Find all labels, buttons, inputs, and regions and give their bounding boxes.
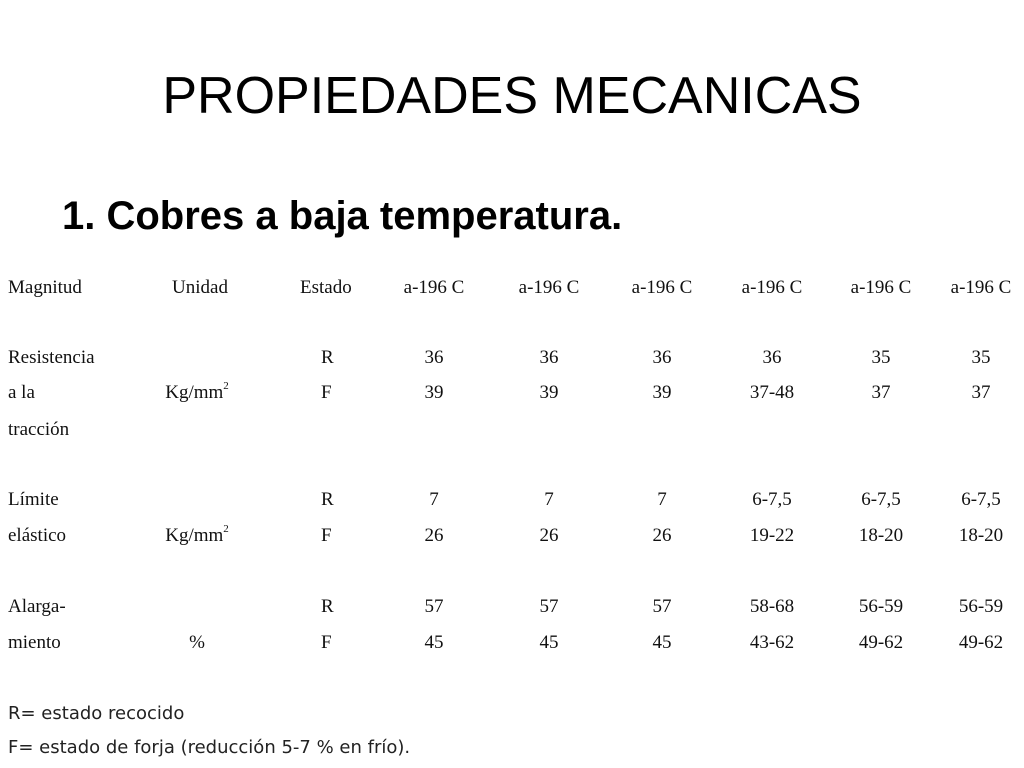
value-cell: 7 bbox=[544, 489, 554, 510]
magnitud-line: a la bbox=[8, 382, 35, 403]
value-cell: 18-20 bbox=[858, 525, 904, 546]
magnitud-line: Resistencia bbox=[8, 347, 95, 368]
value-cell: 45 bbox=[652, 632, 672, 653]
magnitud-line: elástico bbox=[8, 525, 67, 546]
value-cell: 39 bbox=[539, 382, 559, 403]
header-unidad: Unidad bbox=[172, 277, 228, 298]
estado-cell: F bbox=[321, 632, 332, 653]
header-magnitud: Magnitud bbox=[8, 277, 82, 298]
estado-cell: R bbox=[321, 347, 334, 368]
value-cell: 43-62 bbox=[749, 632, 795, 653]
value-cell: 36 bbox=[424, 347, 444, 368]
value-cell: 58-68 bbox=[749, 596, 795, 617]
legend-line: F= estado de forja (reducción 5-7 % en frío). bbox=[8, 737, 411, 758]
header-col-6: a-196 C bbox=[950, 277, 1012, 298]
value-cell: 26 bbox=[539, 525, 559, 546]
legend-line: R= estado recocido bbox=[8, 703, 185, 724]
value-cell: 39 bbox=[652, 382, 672, 403]
value-cell: 36 bbox=[539, 347, 559, 368]
value-cell: 6-7,5 bbox=[752, 489, 792, 510]
unidad-cell: $Kg/mm^2$ bbox=[165, 379, 229, 403]
value-cell: 37 bbox=[971, 382, 991, 403]
magnitud-line: tracción bbox=[8, 419, 70, 440]
header-col-1: a-196 C bbox=[403, 277, 465, 298]
estado-cell: F bbox=[321, 382, 332, 403]
value-cell: 45 bbox=[424, 632, 444, 653]
value-cell: 36 bbox=[762, 347, 782, 368]
section-subtitle: 1. Cobres a baja temperatura. bbox=[62, 194, 623, 238]
value-cell: 45 bbox=[539, 632, 559, 653]
estado-cell: R bbox=[321, 489, 334, 510]
value-cell: 18-20 bbox=[958, 525, 1004, 546]
value-cell: 26 bbox=[424, 525, 444, 546]
value-cell: 37 bbox=[871, 382, 891, 403]
magnitud-line: miento bbox=[8, 632, 61, 653]
value-cell: 37-48 bbox=[749, 382, 795, 403]
value-cell: 36 bbox=[652, 347, 672, 368]
value-cell: 6-7,5 bbox=[961, 489, 1001, 510]
value-cell: 56-59 bbox=[858, 596, 904, 617]
value-cell: 7 bbox=[429, 489, 439, 510]
value-cell: 57 bbox=[424, 596, 444, 617]
header-estado: Estado bbox=[300, 277, 352, 298]
estado-cell: R bbox=[321, 596, 334, 617]
value-cell: 7 bbox=[657, 489, 667, 510]
value-cell: 39 bbox=[424, 382, 444, 403]
value-cell: 57 bbox=[652, 596, 672, 617]
unidad-cell: $Kg/mm^2$ bbox=[165, 522, 229, 546]
header-col-4: a-196 C bbox=[741, 277, 803, 298]
value-cell: 49-62 bbox=[858, 632, 904, 653]
estado-cell: F bbox=[321, 525, 332, 546]
magnitud-line: Alarga- bbox=[8, 596, 66, 617]
value-cell: 49-62 bbox=[958, 632, 1004, 653]
value-cell: 19-22 bbox=[749, 525, 795, 546]
header-col-5: a-196 C bbox=[850, 277, 912, 298]
value-cell: 57 bbox=[539, 596, 559, 617]
magnitud-line: Límite bbox=[8, 489, 59, 510]
header-col-2: a-196 C bbox=[518, 277, 580, 298]
value-cell: 26 bbox=[652, 525, 672, 546]
value-cell: 6-7,5 bbox=[861, 489, 901, 510]
header-col-3: a-196 C bbox=[631, 277, 693, 298]
value-cell: 35 bbox=[971, 347, 991, 368]
value-cell: 56-59 bbox=[958, 596, 1004, 617]
unidad-cell: % bbox=[189, 632, 205, 653]
slide-title: PROPIEDADES MECANICAS bbox=[162, 67, 862, 125]
value-cell: 35 bbox=[871, 347, 891, 368]
